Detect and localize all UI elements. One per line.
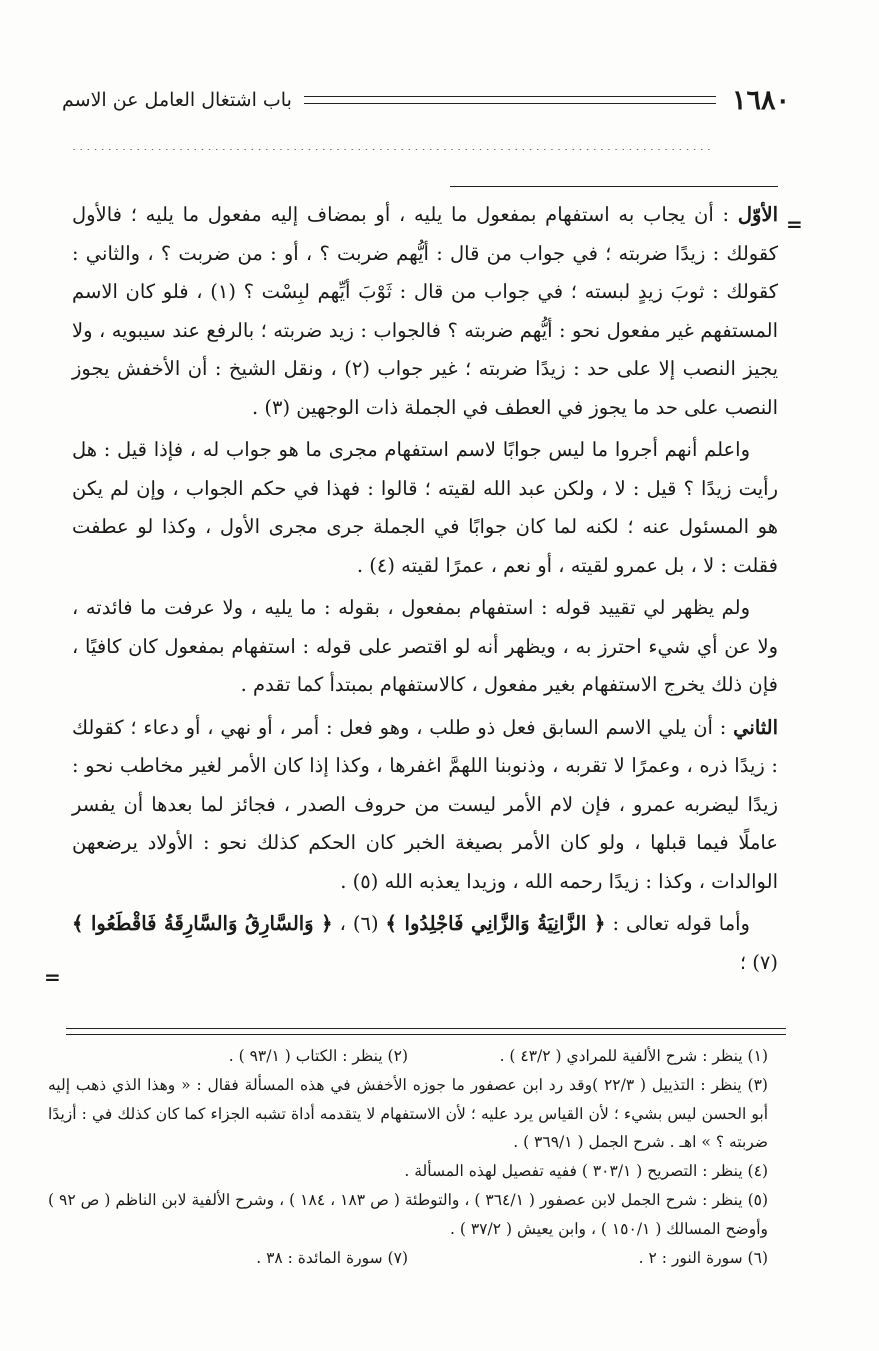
paragraph-first-condition: [72, 196, 778, 427]
footnote-3: (٣) ينظر : التذييل ( ٢٢/٣ )وقد رد ابن عصفور ما جوزه الأخفش في هذه المسألة فقال : « وهذا الذي ذهب إليه أبو الحسن ليس بشيء ؛ لأن القياس يرد عليه ؛ لأن الاستفهام لا يتقدمه أداة تشبه الجزاء كما كان كذلك في : أزيدًا ضربته ؟ » اهـ . شرح الجمل ( ٣٦٩/١ ) .: [48, 1075, 768, 1152]
footnote-ref: (٧) ؛: [739, 950, 778, 974]
main-text: [72, 196, 778, 986]
footnote-5: (٥) ينظر : شرح الجمل لابن عصفور ( ٣٦٤/١ ) ، والتوطئة ( ص ١٨٣ ، ١٨٤ ) ، وشرح الألفية لابن الناظم ( ص ٩٢ ) وأوضح المسالك ( ١٥٠/١ ) ، وابن يعيش ( ٣٧/٢ ) .: [48, 1190, 769, 1238]
paragraph-second-condition: [72, 709, 778, 902]
dotted-separator: ..........................................................................................: [72, 140, 714, 150]
footnote-7: (٧) سورة المائدة : ٣٨ .: [256, 1248, 408, 1267]
quran-verse-nur: ﴿ الزَّانِيَةُ وَالزَّانِي فَاجْلِدُوا ﴾: [385, 912, 606, 935]
paragraph-quran-verses: [72, 905, 778, 982]
paragraph-author-note: ولم يظهر لي تقييد قوله : استفهام بمفعول ، بقوله : ما يليه ، ولا عرفت ما فائدته ، ولا عن أي شيء احترز به ، ويظهر أنه لو اقتصر على قوله : استفهام بمفعول كان كافيًا ، فإن ذلك يخرج الاستفهام بغير مفعول ، كالاستفهام بمبتدأ كما تقدم .: [72, 596, 778, 696]
footnote-row: [48, 1042, 768, 1071]
footnote-2: (٢) ينظر : الكتاب ( ٩٣/١ ) .: [228, 1047, 408, 1065]
page-header: [62, 80, 790, 120]
header-double-rule: [304, 96, 716, 104]
paragraph-lead-second: الثاني: [733, 715, 779, 739]
paragraph-lead-first: الأوّل: [737, 203, 778, 226]
footnotes: [48, 1042, 768, 1272]
footnote-6: (٦) سورة النور : ٢ .: [638, 1248, 768, 1267]
page-number: ١٦٨٠: [731, 84, 790, 116]
continuation-marker-top: =: [786, 212, 803, 236]
chapter-title: باب اشتغال العامل عن الاسم: [62, 89, 292, 111]
footnote-ref: (٦) ،: [332, 912, 386, 935]
footnote-1: (١) ينظر : شرح الألفية للمرادي ( ٤٣/٢ ) .: [499, 1047, 768, 1065]
paragraph-text: : أن يلي الاسم السابق فعل ذو طلب ، وهو فعل : أمر ، أو نهي ، أو دعاء ؛ كقولك : زيدًا ذره ، وعمرًا لا تقربه ، وذنوبنا اللهمَّ اغفرها ، وكذا إذا كان الأمر لغير مخاطب نحو : زيدًا ليضربه عمرو ، فإن لام الأمر ليست من حروف الصدر ، فجائز لما بعدها أن يفسر عاملًا فيما قبلها ، ولو كان الأمر بصيغة الخبر كان الحكم كذلك نحو : الأولاد يرضعهن الوالدات ، وكذا : زيدًا رحمه الله ، وزيدا يعذبه الله (٥) .: [72, 715, 778, 893]
footnote-separator: [66, 1028, 786, 1035]
continuation-marker-bottom: =: [44, 965, 61, 989]
footnote-4: (٤) ينظر : التصريح ( ٣٠٣/١ ) ففيه تفصيل لهذه المسألة .: [404, 1162, 768, 1181]
paragraph-text: : أن يجاب به استفهام بمفعول ما يليه ، أو بمضاف إليه مفعول ما يليه ؛ فالأول كقولك : زيدًا ضربته ؛ في جواب من قال : أيُّهم ضربت ؟ ، أو : من ضربت ؟ ، والثاني : كقولك : ثوبَ زيدٍ لبسته ؛ في جواب من قال : ثَوْبَ أيِّهم لبِسْت ؟ (١) ، فلو كان الاسم المستفهم غير مفعول نحو : أيُّهم ضربته ؟ فالجواب : زيد ضربته ؛ بالرفع عند سيبويه ، ولا يجيز النصب إلا على حد : زيدًا ضربته ؛ غير جواب (٢) ، ونقل الشيخ : أن الأخفش يجوز النصب على حد ما يجوز في العطف في الجملة ذات الوجهين (٣) .: [72, 203, 779, 419]
paragraph-text: وأما قوله تعالى :: [605, 912, 750, 935]
top-rule: [450, 186, 778, 187]
footnote-row: [48, 1244, 768, 1273]
paragraph-answer-analogy: واعلم أنهم أجروا ما ليس جوابًا لاسم استفهام مجرى ما هو جواب له ، فإذا قيل : هل رأيت زيدًا ؟ قيل : لا ، ولكن عبد الله لقيته ؛ قالوا : فهذا في حكم الجواب ، وإن لم يكن هو المسئول عنه ؛ لكنه لما كان جوابًا في الجملة جرى مجرى الأول ، وكذا لو عطفت فقلت : لا ، بل عمرو لقيته ، أو نعم ، عمرًا لقيته (٤) .: [72, 438, 778, 577]
quran-verse-maidah: ﴿ وَالسَّارِقُ وَالسَّارِقَةُ فَاقْطَعُوا ﴾: [72, 912, 333, 935]
